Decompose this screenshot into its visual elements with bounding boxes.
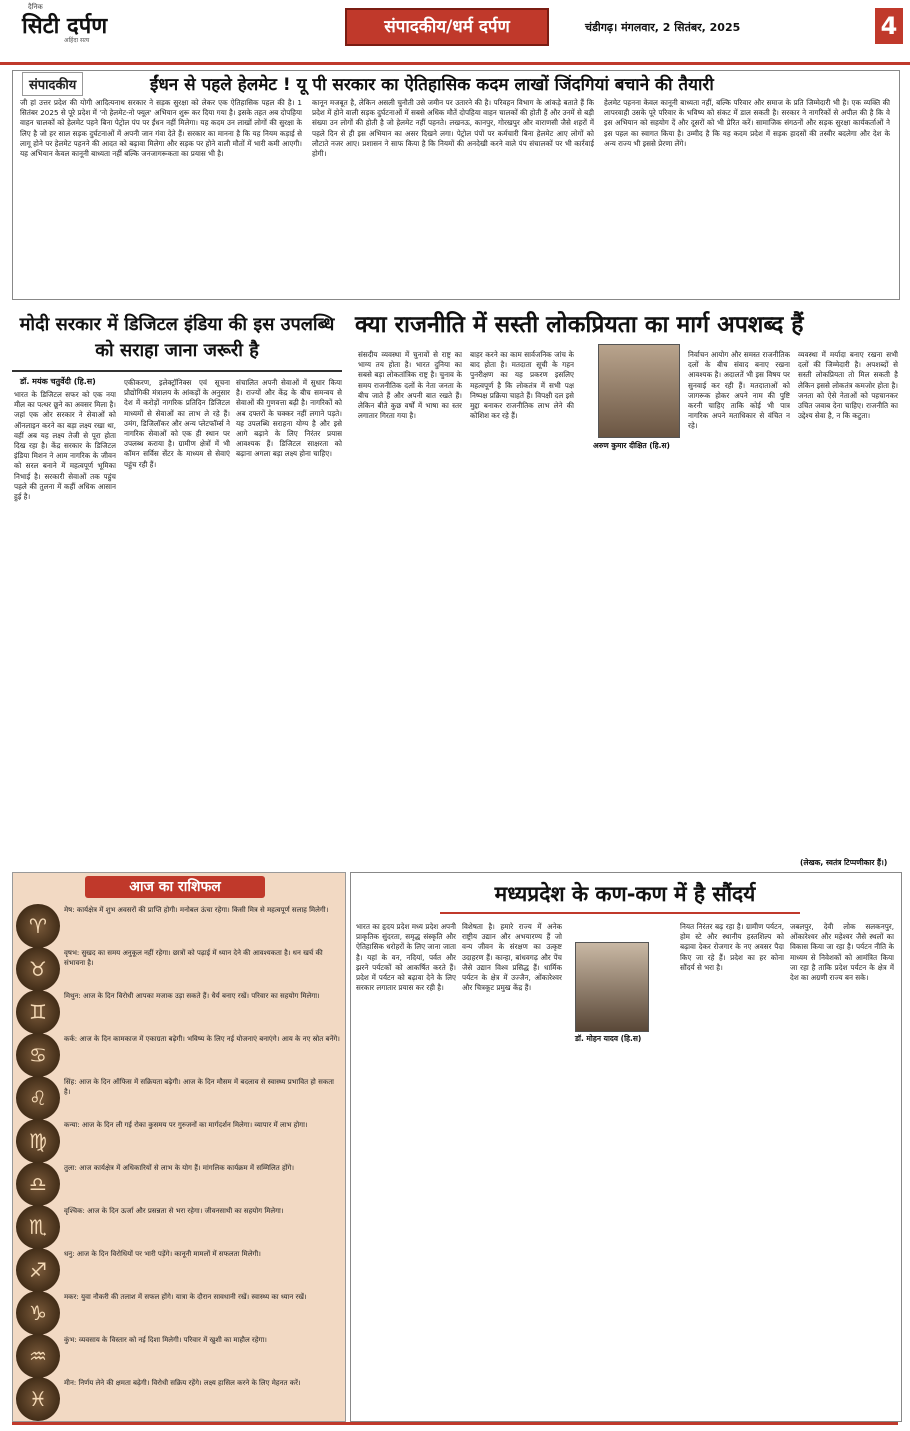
rashifal-entry: सिंह: आज के दिन ऑफिस में सक्रियता बढ़ेगी। आज के दिन मौसम में बदलाव से स्वास्थ्य प्रभावित हो सकता है। (64, 1078, 334, 1096)
zodiac-icon: ♎ (16, 1162, 60, 1206)
author-photo (598, 344, 680, 438)
editorial-column: हेलमेट पहनना केवल कानूनी बाध्यता नहीं, बल्कि परिवार और समाज के प्रति जिम्मेदारी भी है। एक व्यक्ति की लापरवाही उसके पूरे परिवार के भविष्य को संकट में डाल सकती है। सरकार ने नागरिकों से अपील की है कि वे इस अभियान को सहयोग दें और दूसरों को भी प्रेरित करें। सामाजिक संगठनों और सड़क सुरक्षा कार्यकर्ताओं ने इस पहल का स्वागत किया है। उम्मीद है कि यह कदम प्रदेश में सड़क हादसों की तस्वीर बदलेगा और देश के अन्य राज्य भी इससे प्रेरणा लेंगे। (604, 98, 890, 148)
populism-article-author: अरुण कुमार दीक्षित (हि.स) (593, 441, 670, 450)
zodiac-icon: ♉ (16, 947, 60, 991)
populism-article-column: बाहर करने का काम सार्वजनिक जांच के बाद होता है। मतदाता सूची के गहन पुनरीक्षण का यह प्रकरण इसलिए महत्वपूर्ण है कि लोकतंत्र में सभी पक्ष निष्पक्ष प्रक्रिया चाहते हैं। विपक्षी दल इसे मुद्दा बनाकर राजनीतिक लाभ लेने की कोशिश कर रहे हैं। (470, 350, 574, 421)
editorial-column: कानून मजबूत है, लेकिन असली चुनौती उसे जमीन पर उतारने की है। परिवहन विभाग के आंकड़े बताते हैं कि प्रदेश में होने वाली सड़क दुर्घटनाओं में सबसे अधिक मौतें दोपहिया वाहन चालकों की होती हैं और उनमें से बड़ी संख्या उन लोगों की होती है जो हेलमेट नहीं पहनते। लखनऊ, कानपुर, गोरखपुर और वाराणसी जैसे शहरों में पहले दिन से ही इस अभियान का असर दिखने लगा। पेट्रोल पंपों पर कर्मचारी बिना हेलमेट आए लोगों को लौटाते नजर आए। प्रशासन ने साफ किया है कि नियमों की अनदेखी करने वाले पंप संचालकों पर भी कार्रवाई होगी। (312, 98, 594, 159)
editorial-label: संपादकीय (22, 72, 83, 96)
divider (12, 370, 342, 372)
page-number: 4 (875, 8, 903, 44)
populism-article-column: निर्वाचन आयोग और समस्त राजनीतिक दलों के बीच संवाद बनाए रखना आवश्यक है। अदालतें भी इस विषय पर सुनवाई कर रही हैं। मतदाताओं को जागरूक होकर अपने नाम की पुष्टि करनी चाहिए ताकि कोई भी पात्र नागरिक अपने मताधिकार से वंचित न रहे। (688, 350, 790, 431)
rashifal-entry: मिथुन: आज के दिन विरोधी आपका मजाक उड़ा सकते हैं। धैर्य बनाए रखें। परिवार का सहयोग मिलेगा। (64, 992, 320, 1000)
newspaper-logo[interactable]: सिटी दर्पण (22, 14, 108, 39)
editorial-column: जी हां उत्तर प्रदेश की योगी आदित्यनाथ सरकार ने सड़क सुरक्षा को लेकर एक ऐतिहासिक पहल की है। 1 सितंबर 2025 से पूरे प्रदेश में 'नो हेलमेट-नो फ्यूल' अभियान शुरू कर दिया गया है। इसके तहत अब दोपहिया वाहन चालकों को हेलमेट पहने बिना पेट्रोल पंप पर ईंधन नहीं मिलेगा। यह कदम उन लाखों लोगों की सुरक्षा के लिए है जो हर साल सड़क दुर्घटनाओं में अपनी जान गंवा देते हैं। सरकार का मानना है कि यह नियम कड़ाई से लागू होने पर हेलमेट पहनने की आदत को बढ़ावा मिलेगा और सड़क पर होने वाली मौतों में भारी कमी आएगी। यह अभियान केवल कानूनी बाध्यता नहीं बल्कि जनजागरूकता का प्रयास भी है। (20, 98, 302, 159)
dateline: चंडीगढ़। मंगलवार, 2 सितंबर, 2025 (585, 21, 741, 34)
modi-article-headline[interactable]: मोदी सरकार में डिजिटल इंडिया की इस उपलब्धि को सराहा जाना जरूरी है (19, 314, 335, 361)
mp-article-headline[interactable]: मध्यप्रदेश के कण-कण में है सौंदर्य (494, 882, 756, 906)
populism-article-headline[interactable]: क्या राजनीति में सस्ती लोकप्रियता का मार्ग अपशब्द हैं (355, 312, 804, 338)
zodiac-icon: ♈ (16, 904, 60, 948)
zodiac-icon: ♑ (16, 1291, 60, 1335)
rashifal-entry: मेष: कार्यक्षेत्र में शुभ अवसरों की प्राप्ति होगी। मनोबल ऊंचा रहेगा। किसी मित्र से महत्वपूर्ण सलाह मिलेगी। (64, 906, 329, 914)
footer-rule (12, 1422, 898, 1425)
zodiac-icon: ♐ (16, 1248, 60, 1292)
divider (440, 912, 800, 914)
zodiac-icon: ♋ (16, 1033, 60, 1077)
rashifal-title: आज का राशिफल (85, 876, 265, 898)
author-photo (575, 942, 649, 1032)
mp-article-column: विशेषता है। हमारे राज्य में अनेक राष्ट्रीय उद्यान और अभयारण्य हैं जो वन्य जीवन के संरक्षण का उत्कृष्ट उदाहरण हैं। कान्हा, बांधवगढ़ और पेंच जैसे उद्यान विश्व प्रसिद्ध हैं। धार्मिक पर्यटन के क्षेत्र में उज्जैन, ओंकारेश्वर और चित्रकूट प्रमुख केंद्र हैं। (462, 922, 562, 993)
mp-article-column: भारत का हृदय प्रदेश मध्य प्रदेश अपनी प्राकृतिक सुंदरता, समृद्ध संस्कृति और ऐतिहासिक धरोहरों के लिए जाना जाता है। यहां के वन, नदियां, पर्वत और झरने पर्यटकों को आकर्षित करते हैं। प्रदेश में पर्यटन को बढ़ावा देने के लिए सरकार लगातार प्रयास कर रही है। (356, 922, 456, 993)
mp-article-author: डॉ. मोहन यादव (हि.स) (575, 1034, 642, 1043)
brand-tagline: अहिंदा सत्य (64, 37, 90, 44)
editorial-headline[interactable]: ईंधन से पहले हेलमेट ! यू पी सरकार का ऐतिहासिक कदम लाखों जिंदगियां बचाने की तैयारी (150, 75, 714, 95)
rashifal-entry: कन्या: आज के दिन ली गई रोका कुसमय पर गुरुजनों का मार्गदर्शन मिलेगा। व्यापार में लाभ होगा। (64, 1121, 308, 1129)
mp-article-column: नियत निरंतर बढ़ रहा है। ग्रामीण पर्यटन, होम स्टे और स्थानीय हस्तशिल्प को बढ़ावा देकर रोजगार के नए अवसर पैदा किए जा रहे हैं। प्रदेश का हर कोना सौंदर्य से भरा है। (680, 922, 784, 972)
zodiac-icon: ♌ (16, 1076, 60, 1120)
rashifal-entry: मकर: युवा नौकरी की तलाश में सफल होंगे। यात्रा के दौरान सावधानी रखें। स्वास्थ्य का ध्यान रखें। (64, 1293, 307, 1301)
zodiac-icon: ♊ (16, 990, 60, 1034)
zodiac-icon: ♏ (16, 1205, 60, 1249)
rashifal-entry: तुला: आज कार्यक्षेत्र में अधिकारियों से लाभ के योग हैं। मांगलिक कार्यक्रम में सम्मिलित होंगे। (64, 1164, 295, 1172)
modi-article-column: भारत के डिजिटल सफर को एक नया मील का पत्थर छूने का अवसर मिला है। जहां एक ओर सरकार ने सेवाओं को ऑनलाइन करने का बड़ा लक्ष्य रखा था, वहीं अब यह लक्ष्य तेजी से पूरा होता दिख रहा है। केंद्र सरकार के डिजिटल इंडिया मिशन ने आम नागरिक के जीवन को सरल बनाने में महत्वपूर्ण भूमिका निभाई है। सरकारी सेवाओं तक पहुंच पहले की तुलना में कहीं अधिक आसान हुई है। (14, 390, 116, 502)
section-title: संपादकीय/धर्म दर्पण (345, 8, 549, 46)
zodiac-icon: ♓ (16, 1377, 60, 1421)
masthead (0, 0, 910, 65)
rashifal-entry: कर्क: आज के दिन कामकाज में एकाग्रता बढ़ेगी। भविष्य के लिए नई योजनाएं बनाएंगे। आय के नए स्रोत बनेंगे। (64, 1035, 340, 1043)
populism-article-column: संसदीय व्यवस्था में चुनावों से राष्ट्र का भाग्य तय होता है। भारत दुनिया का सबसे बड़ा लोकतांत्रिक राष्ट्र है। चुनाव के समय राजनीतिक दलों के नेता जनता के बीच जाते हैं और अपनी बात रखते हैं। लेकिन बीते कुछ वर्षों में भाषा का स्तर लगातार गिरता गया है। (358, 350, 462, 421)
modi-article-column: एकीकरण, इलेक्ट्रॉनिक्स एवं सूचना प्रौद्योगिकी मंत्रालय के आंकड़ों के अनुसार देश में करोड़ों नागरिक प्रतिदिन डिजिटल माध्यमों से सेवाओं का लाभ ले रहे हैं। उमंग, डिजिलॉकर और अन्य प्लेटफॉर्म्स ने नागरिक सेवाओं को एक ही स्थान पर उपलब्ध कराया है। ग्रामीण क्षेत्रों में भी कॉमन सर्विस सेंटर के माध्यम से सेवाएं पहुंच रही हैं। (124, 378, 230, 469)
rashifal-entry: धनु: आज के दिन विरोधियों पर भारी पड़ेंगे। कानूनी मामलों में सफलता मिलेगी। (64, 1250, 261, 1258)
rashifal-entry: मीन: निर्णय लेने की क्षमता बढ़ेगी। विरोधी सक्रिय रहेंगे। लक्ष्य हासिल करने के लिए मेहनत करें। (64, 1379, 301, 1387)
mp-article-column: जबलपुर, देवी लोक सलकनपुर, ओंकारेश्वर और महेश्वर जैसे स्थलों का विकास किया जा रहा है। पर्यटन नीति के माध्यम से निवेशकों को आमंत्रित किया जा रहा है ताकि प्रदेश पर्यटन के क्षेत्र में देश का अग्रणी राज्य बन सके। (790, 922, 894, 983)
zodiac-icon: ♒ (16, 1334, 60, 1378)
modi-article-author: डॉ. मयंक चतुर्वेदी (हि.स) (20, 377, 96, 386)
rashifal-entry: वृषभ: सुखद का समय अनुकूल नहीं रहेगा। छात्रों को पढ़ाई में ध्यान देने की आवश्यकता है। धन खर्च की संभावना है। (64, 949, 323, 967)
rashifal-entry: कुंभ: व्यवसाय के विस्तार को नई दिशा मिलेगी। परिवार में खुशी का माहौल रहेगा। (64, 1336, 267, 1344)
brand-small: दैनिक (28, 3, 43, 11)
rashifal-entry: वृश्चिक: आज के दिन ऊर्जा और प्रसन्नता से भरा रहेगा। जीवनसाथी का सहयोग मिलेगा। (64, 1207, 284, 1215)
zodiac-icon: ♍ (16, 1119, 60, 1163)
populism-article-source: (लेखक, स्वतंत्र टिप्पणीकार हैं।) (800, 858, 888, 867)
populism-article-column: व्यवस्था में मर्यादा बनाए रखना सभी दलों की जिम्मेदारी है। अपशब्दों से सस्ती लोकप्रियता तो मिल सकती है लेकिन इससे लोकतंत्र कमजोर होता है। जनता को ऐसे नेताओं को पहचानकर उचित जवाब देना चाहिए। राजनीति का उद्देश्य सेवा है, न कि कटुता। (798, 350, 898, 421)
modi-article-column: संचालित अपनी सेवाओं में सुधार किया है। राज्यों और केंद्र के बीच समन्वय से सेवाओं की गुणवत्ता बढ़ी है। नागरिकों को अब दफ्तरों के चक्कर नहीं लगाने पड़ते। यह उपलब्धि सराहना योग्य है और इसे आगे बढ़ाने के लिए निरंतर प्रयास आवश्यक हैं। डिजिटल साक्षरता को बढ़ाना अगला बड़ा लक्ष्य होना चाहिए। (236, 378, 342, 459)
